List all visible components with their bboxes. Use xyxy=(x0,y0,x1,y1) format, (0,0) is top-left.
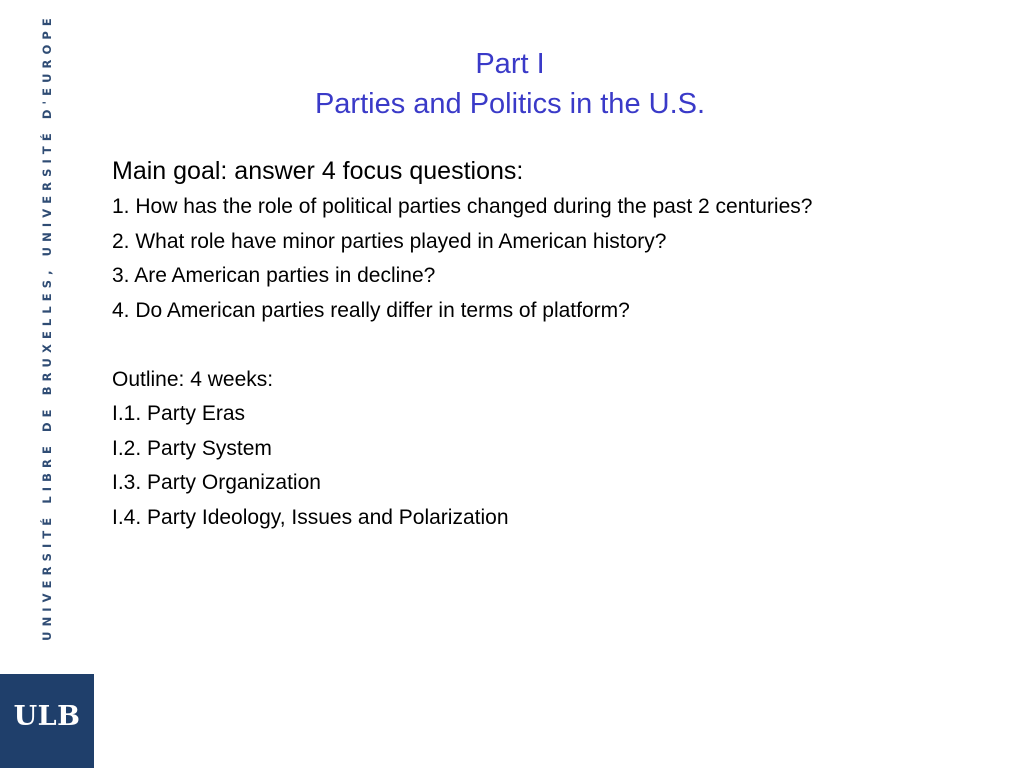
ulb-logo xyxy=(0,674,94,768)
slide-title xyxy=(120,44,900,124)
university-name-vertical: UNIVERSITÉ LIBRE DE BRUXELLES, UNIVERSITÉ D'EUROPE xyxy=(40,13,54,641)
title-line-1: Part I xyxy=(475,48,545,80)
title-line-2: Parties and Politics in the U.S. xyxy=(314,88,706,120)
logo-text: ULB xyxy=(13,701,81,732)
outline-item-1: I.1. Party Eras xyxy=(112,402,246,425)
question-2: 2. What role have minor parties played in American history? xyxy=(112,229,667,253)
question-1: 1. How has the role of political parties changed during the past 2 centuries? xyxy=(112,195,813,218)
main-goal: Main goal: answer 4 focus questions: xyxy=(112,157,524,185)
outline-heading: Outline: 4 weeks: xyxy=(112,367,274,391)
outline-item-2: I.2. Party System xyxy=(112,436,272,460)
sidebar xyxy=(0,0,94,672)
spacer xyxy=(112,328,1012,363)
question-4: 4. Do American parties really differ in terms of platform? xyxy=(112,298,630,322)
outline-item-4: I.4. Party Ideology, Issues and Polarization xyxy=(112,505,509,529)
question-3: 3. Are American parties in decline? xyxy=(112,264,436,287)
outline-item-3: I.3. Party Organization xyxy=(112,471,321,494)
slide-body xyxy=(112,152,1012,535)
